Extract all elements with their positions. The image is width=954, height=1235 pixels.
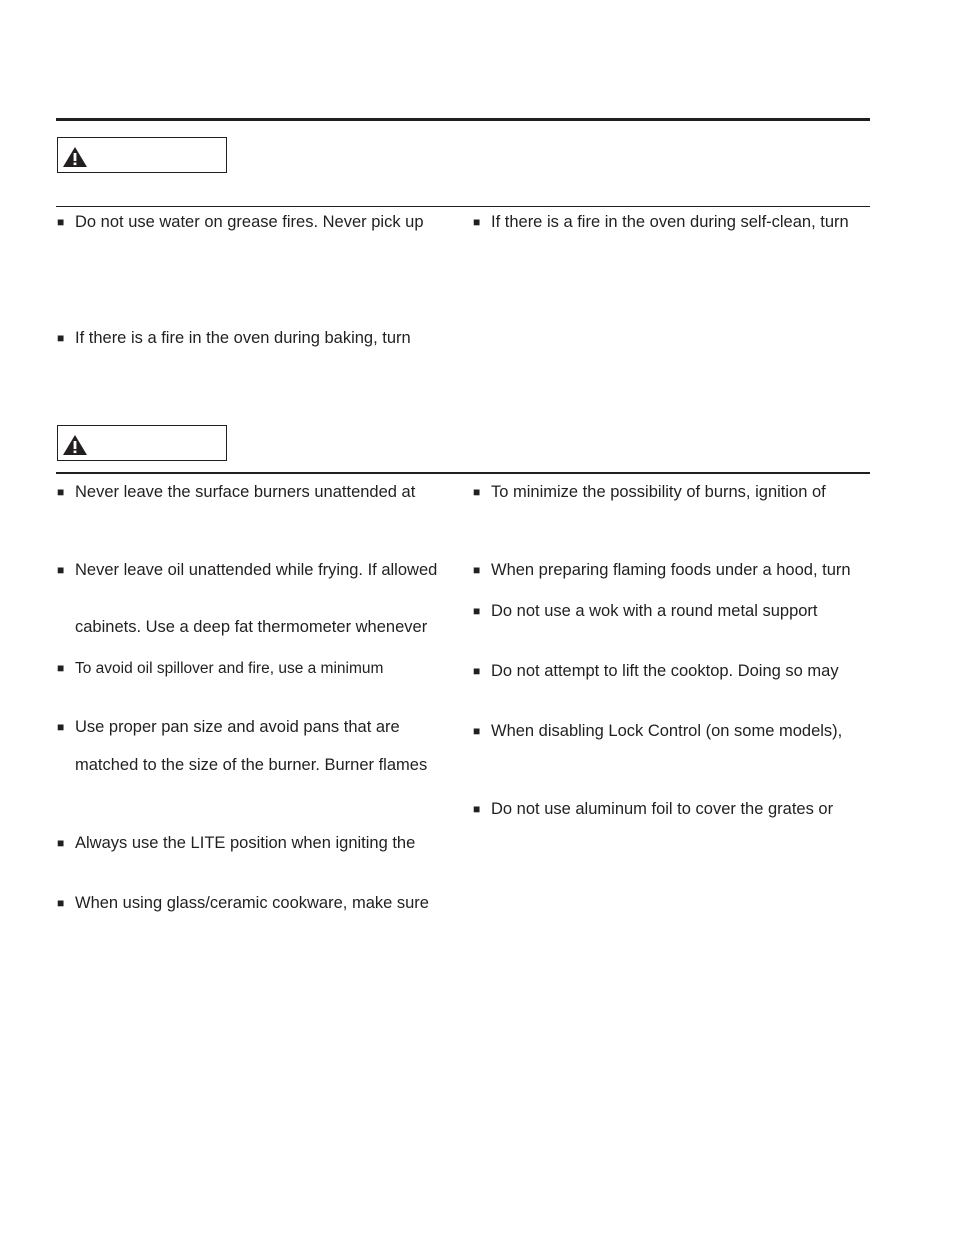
bullet-icon: ■ xyxy=(57,563,65,577)
warning-triangle-icon xyxy=(62,146,88,168)
bullet-icon: ■ xyxy=(473,604,481,618)
bullet-icon: ■ xyxy=(57,720,65,734)
warning-label-box xyxy=(57,425,227,461)
section-divider xyxy=(56,472,870,474)
bullet-icon: ■ xyxy=(57,485,65,499)
bullet-icon: ■ xyxy=(473,802,481,816)
bullet-icon: ■ xyxy=(473,485,481,499)
bullet-icon: ■ xyxy=(473,664,481,678)
bullet-icon: ■ xyxy=(473,215,481,229)
list-item-continuation: matched to the size of the burner. Burner flames xyxy=(75,756,428,774)
bullet-icon: ■ xyxy=(57,836,65,850)
list-item-continuation: cabinets. Use a deep fat thermometer whenever xyxy=(75,618,428,636)
warning-label-box xyxy=(57,137,227,173)
bullet-icon: ■ xyxy=(57,661,65,675)
top-divider xyxy=(56,118,870,121)
warning-triangle-icon xyxy=(62,434,88,456)
bullet-icon: ■ xyxy=(57,896,65,910)
section-divider xyxy=(56,206,870,207)
bullet-icon: ■ xyxy=(57,331,65,345)
bullet-icon: ■ xyxy=(473,563,481,577)
bullet-icon: ■ xyxy=(57,215,65,229)
bullet-icon: ■ xyxy=(473,724,481,738)
